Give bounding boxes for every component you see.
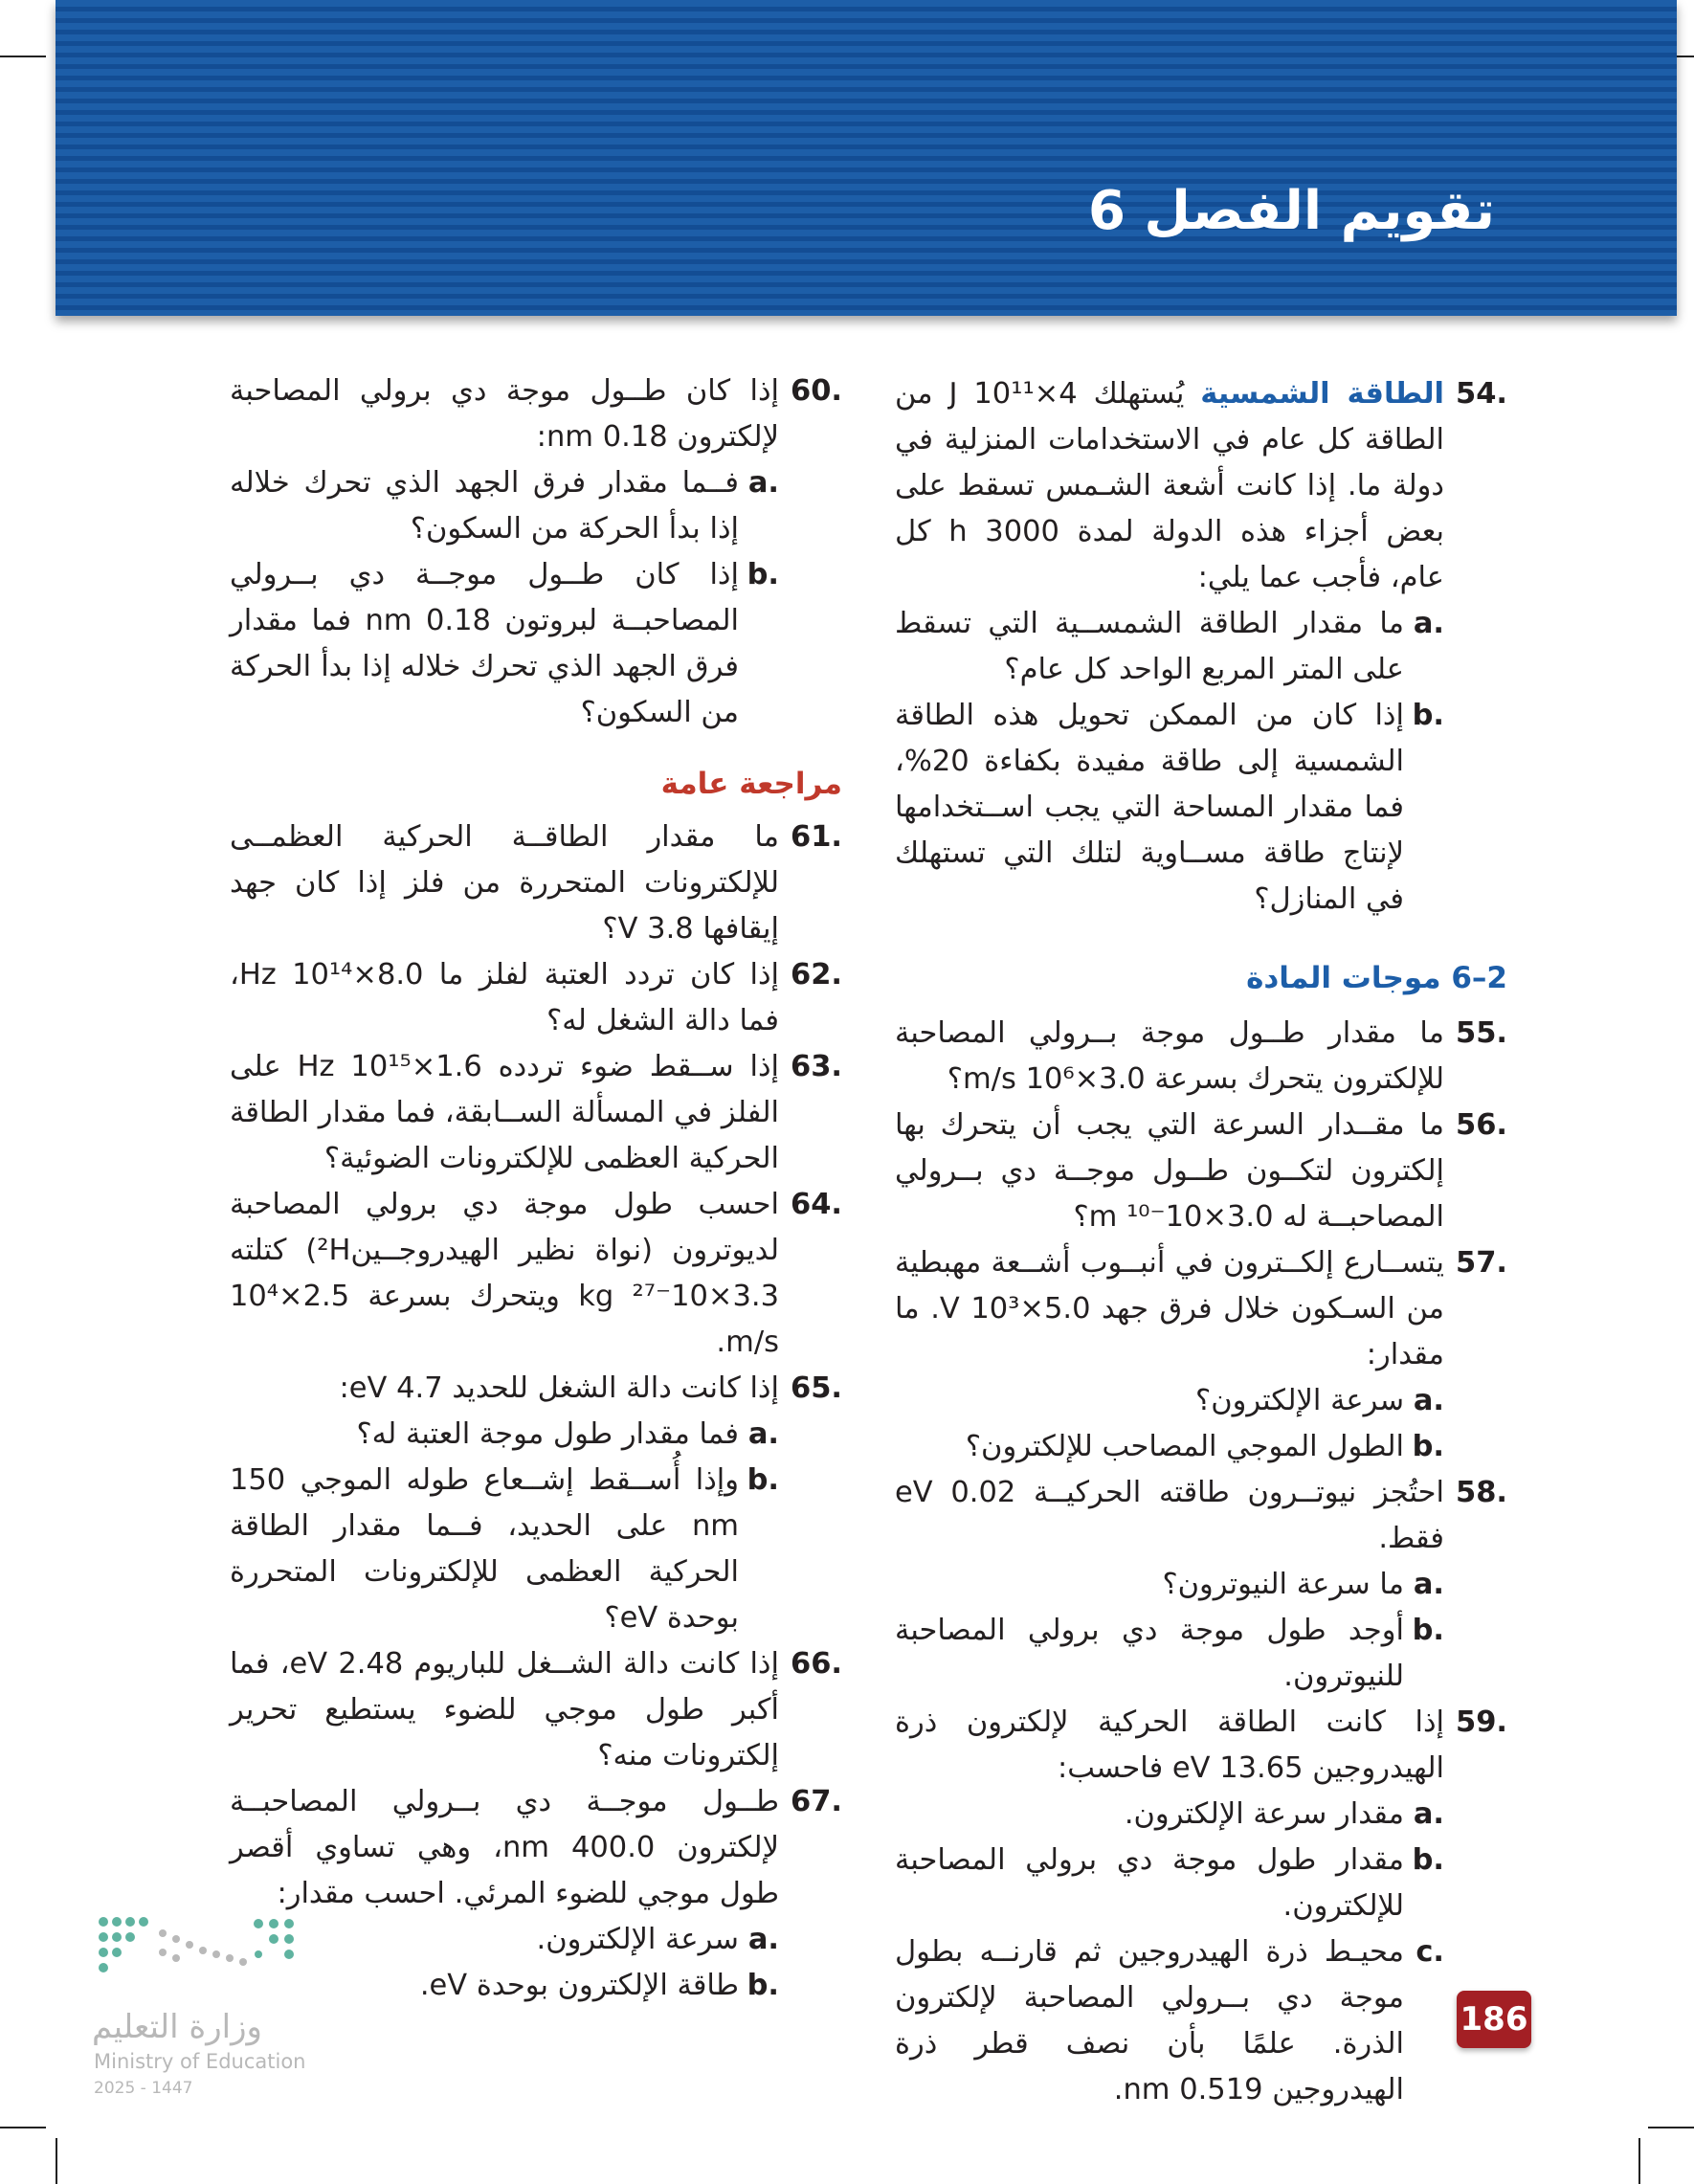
logo-year-text: 2025 - 1447: [94, 2079, 193, 2098]
sub-text: مقدار سرعة الإلكترون.: [1124, 1797, 1404, 1831]
question-61: [230, 814, 842, 952]
question-67: [230, 1779, 842, 1917]
sub-label: b.: [747, 558, 779, 591]
sub-label: c.: [1415, 1935, 1444, 1969]
section-heading: مراجعة عامة: [660, 767, 842, 801]
ministry-logo: [92, 1914, 322, 2106]
question-text: احسب طول موجة دي برولي المصاحبة لديوترون (نواة نظير الهيدروجــين²H) كتلته 3.3×10⁻²⁷ kg ويتحرك بسرعة 2.5×10⁴ m/s.: [230, 1188, 779, 1359]
question-text: إذا كانت دالة الشــغل للباريوم 2.48 eV، فما أكبر طول موجي للضوء يستطيع تحرير إلكترونات منه؟: [230, 1647, 779, 1772]
logo-english-text: Ministry of Education: [94, 2050, 306, 2073]
chapter-title: تقويم الفصل 6: [1087, 180, 1495, 242]
sub-text: سرعة الإلكترون؟: [1195, 1384, 1404, 1417]
sub-text: مقدار طول موجة دي برولي المصاحبة للإلكترون.: [895, 1843, 1404, 1923]
question-64: [230, 1182, 842, 1366]
sub-label: b.: [1412, 699, 1444, 732]
question-number: 67.: [790, 1785, 842, 1818]
logo-arabic-text: وزارة التعليم: [92, 2008, 262, 2046]
page-number: 186: [1457, 1991, 1531, 2048]
question-number: 64.: [790, 1188, 842, 1221]
question-57b: [895, 1424, 1507, 1470]
sub-text: طاقة الإلكترون بوحدة eV.: [419, 1969, 739, 2002]
sub-label: b.: [1412, 1614, 1444, 1647]
question-57a: [895, 1378, 1507, 1424]
right-column: [895, 371, 1507, 2113]
question-text: ما مقــدار السرعة التي يجب أن يتحرك بها إلكترون لتكــون طــول موجــة دي بــرولي المصاحبــة له 3.0×10⁻¹⁰ m؟: [895, 1108, 1444, 1234]
sub-text: إذا كان طــول موجــة دي بــرولي المصاحبــة لبروتون 0.18 nm فما مقدار فرق الجهد الذي تحرك خلاله إذا بدأ الحركة من السكون؟: [230, 558, 739, 729]
question-57: [895, 1240, 1507, 1378]
sub-text: أوجد طول موجة دي برولي المصاحبة للنيوترون.: [895, 1614, 1404, 1693]
question-67a: [230, 1917, 842, 1963]
question-text: يُستهلك J 10¹¹×4 من الطاقة كل عام في الاستخدامات المنزلية في دولة ما. إذا كانت أشعة الشـمس تسقط على بعض أجزاء هذه الدولة لمدة h 3000 كل عام، فأجب عما يلي:: [895, 377, 1444, 594]
sub-text: ما مقدار الطاقة الشمســية التي تسقط على المتر المربع الواحد كل عام؟: [895, 607, 1404, 686]
sub-text: فــما مقدار فرق الجهد الذي تحرك خلاله إذا بدأ الحركة من السكون؟: [230, 466, 739, 546]
question-63: [230, 1044, 842, 1182]
sub-label: b.: [1412, 1843, 1444, 1877]
question-text: ما مقدار الطاقــة الحركية العظمــى للإلكترونات المتحررة من فلز إذا كان جهد إيقافها 3.8 V؟: [230, 820, 779, 946]
question-60a: [230, 460, 842, 552]
sub-label: a.: [747, 466, 779, 500]
sub-label: a.: [1413, 607, 1444, 640]
sub-label: a.: [1413, 1384, 1444, 1417]
question-number: 62.: [790, 958, 842, 992]
sub-label: b.: [747, 1969, 779, 2002]
crop-mark: [56, 2138, 57, 2184]
question-text: إذا ســقط ضوء تردده 1.6×10¹⁵ Hz على الفلز في المسألة الســابقة، فما مقدار الطاقة الحركية العظمى للإلكترونات الضوئية؟: [230, 1050, 780, 1175]
question-62: [230, 952, 842, 1044]
sub-label: b.: [747, 1463, 779, 1497]
question-number: 54.: [1455, 377, 1507, 411]
crop-mark: [0, 56, 46, 57]
question-67b: [230, 1963, 842, 2009]
question-60: [230, 368, 842, 460]
question-55: [895, 1011, 1507, 1103]
question-number: 57.: [1455, 1246, 1507, 1280]
question-number: 56.: [1455, 1108, 1507, 1142]
question-54b: [895, 693, 1507, 923]
question-number: 58.: [1455, 1476, 1507, 1509]
question-number: 66.: [790, 1647, 842, 1681]
sub-label: a.: [1413, 1797, 1444, 1831]
sub-label: a.: [747, 1417, 779, 1451]
question-58a: [895, 1562, 1507, 1608]
question-number: 65.: [790, 1371, 842, 1405]
sub-label: a.: [1413, 1568, 1444, 1601]
question-number: 59.: [1455, 1705, 1507, 1739]
sub-text: الطول الموجي المصاحب للإلكترون؟: [965, 1430, 1404, 1463]
question-65: [230, 1366, 842, 1412]
sub-text: فما مقدار طول موجة العتبة له؟: [356, 1417, 739, 1451]
question-text: إذا كانت دالة الشغل للحديد 4.7 eV:: [339, 1371, 779, 1405]
sub-text: سرعة الإلكترون.: [536, 1923, 739, 1956]
question-58b: [895, 1608, 1507, 1700]
question-59c: [895, 1929, 1507, 2113]
question-text: إذا كانت الطاقة الحركية لإلكترون ذرة الهيدروجين 13.65 eV فاحسب:: [895, 1705, 1444, 1785]
crop-mark: [1638, 2138, 1640, 2184]
crop-mark: [1648, 2127, 1694, 2128]
question-text: إذا كان تردد العتبة لفلز ما 8.0×10¹⁴ Hz، فما دالة الشغل له؟: [230, 958, 779, 1037]
question-56: [895, 1103, 1507, 1240]
question-58: [895, 1470, 1507, 1562]
chapter-banner: [56, 0, 1677, 316]
section-heading: 2–6 موجات المادة: [1246, 961, 1507, 995]
left-column: [230, 368, 842, 2009]
question-text: إذا كان طــول موجة دي برولي المصاحبة لإلكترون 0.18 nm:: [230, 374, 779, 454]
sub-text: إذا كان من الممكن تحويل هذه الطاقة الشمسية إلى طاقة مفيدة بكفاءة 20%، فما مقدار المساحة التي يجب اســتخدامها لإنتاج طاقة مســاوية لتلك التي تستهلك في المنازل؟: [895, 699, 1404, 916]
sub-text: ما سرعة النيوترون؟: [1162, 1568, 1404, 1601]
sub-label: b.: [1412, 1430, 1444, 1463]
sub-label: a.: [747, 1923, 779, 1956]
question-65a: [230, 1412, 842, 1458]
question-topic: الطاقة الشمسية: [1200, 377, 1445, 411]
sub-text: وإذا أُســقط إشــعاع طوله الموجي 150 nm على الحديد، فــما مقدار الطاقة الحركية العظمى للإلكترونات المتحررة بوحدة eV؟: [230, 1463, 739, 1635]
question-number: 61.: [790, 820, 842, 854]
question-number: 60.: [790, 374, 842, 408]
question-text: طــول موجــة دي بــرولي المصاحبــة لإلكترون 400.0 nm، وهي تساوي أقصر طول موجي للضوء المرئي. احسب مقدار:: [230, 1785, 779, 1910]
question-54: [895, 371, 1507, 601]
question-59: [895, 1700, 1507, 1792]
question-54a: [895, 601, 1507, 693]
question-text: ما مقدار طــول موجة بــرولي المصاحبة للإلكترون يتحرك بسرعة 3.0×10⁶ m/s؟: [895, 1016, 1444, 1096]
crop-mark: [0, 2127, 46, 2128]
question-60b: [230, 552, 842, 736]
question-text: يتســارع إلكــترون في أنبــوب أشــعة مهبطية من السـكون خلال فرق جهد 5.0×10³ V. ما مقدار:: [895, 1246, 1444, 1371]
question-66: [230, 1641, 842, 1779]
question-59a: [895, 1792, 1507, 1838]
sub-text: محيـط ذرة الهيدروجين ثم قارنــه بطول موجة دي بــرولي المصاحبة لإلكترون الذرة. علمًا بأن نصف قطر ذرة الهيدروجين 0.519 nm.: [895, 1935, 1404, 2106]
logo-dots-icon: [96, 1914, 306, 1981]
question-number: 63.: [790, 1050, 842, 1083]
question-65b: [230, 1458, 842, 1641]
question-text: احتُجز نيوتــرون طاقته الحركيــة 0.02 eV فقط.: [895, 1476, 1445, 1555]
question-59b: [895, 1838, 1507, 1929]
question-number: 55.: [1455, 1016, 1507, 1050]
